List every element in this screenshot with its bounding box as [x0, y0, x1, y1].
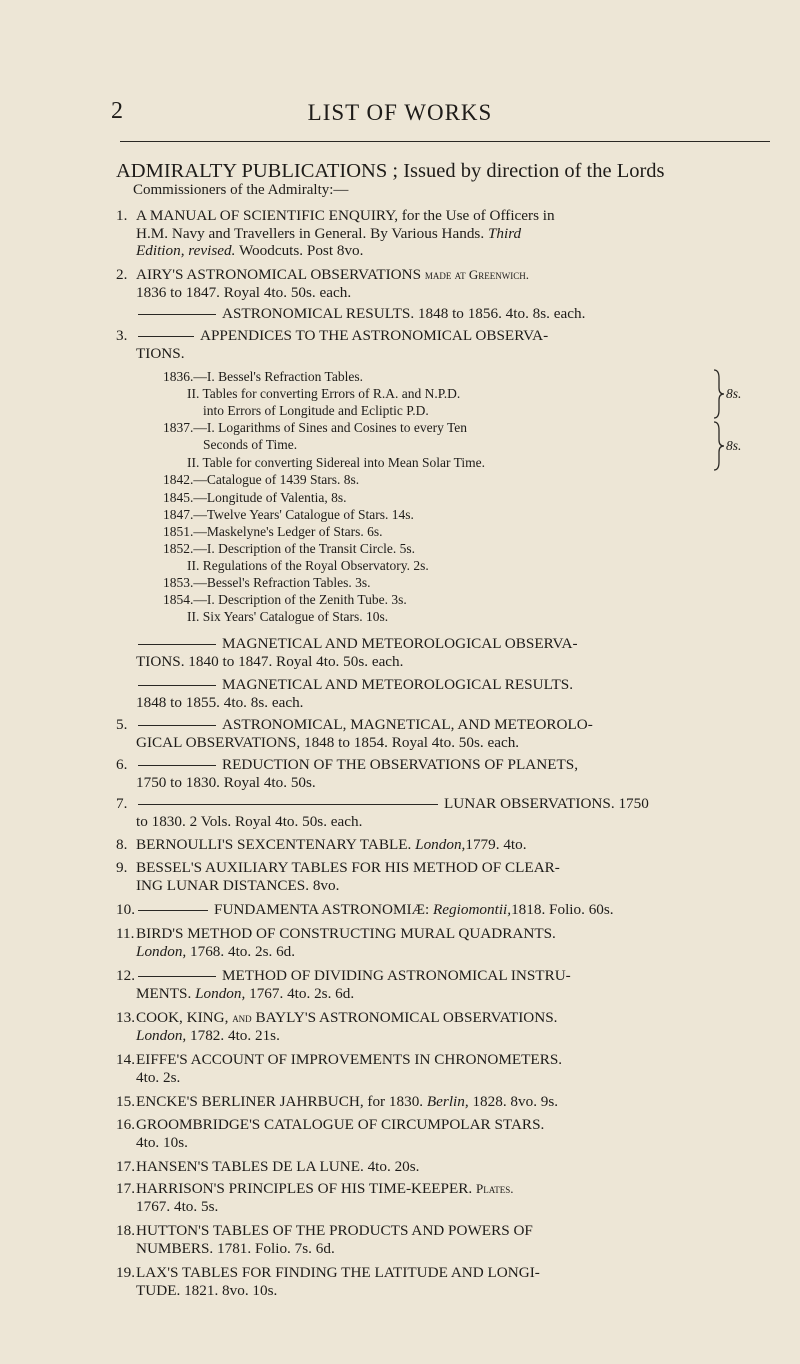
entry-2: 2. AIRY'S ASTRONOMICAL OBSERVATIONS made at Greenwich. 1836 to 1847. Royal 4to. 50s. each. [116, 266, 530, 301]
section-subtitle: Commissioners of the Admiralty:— [133, 182, 349, 198]
entry-1: 1. A MANUAL OF SCIENTIFIC ENQUIRY, for the Use of Officers in H.M. Navy and Travellers in General. By Various Hands. Third Edition, revised. Woodcuts. Post 8vo. [116, 207, 555, 259]
section-title: ADMIRALTY PUBLICATIONS ; Issued by direction of the Lords [116, 160, 665, 182]
entry-3: 3. APPENDICES TO THE ASTRONOMICAL OBSERVA- TIONS. [116, 327, 549, 362]
entry-19: 19. LAX'S TABLES FOR FINDING THE LATITUDE AND LONGI- TUDE. 1821. 8vo. 10s. [116, 1264, 540, 1299]
entry-5: 5. ASTRONOMICAL, MAGNETICAL, AND METEOROLO- GICAL OBSERVATIONS, 1848 to 1854. Royal 4to. 50s. each. [116, 716, 593, 751]
entry-13: 13. COOK, KING, and BAYLY'S ASTRONOMICAL OBSERVATIONS. London, 1782. 4to. 21s. [116, 1009, 558, 1044]
appendix-line: 1837.—I. Logarithms of Sines and Cosines to every Ten [163, 420, 468, 435]
entry-18: 18. HUTTON'S TABLES OF THE PRODUCTS AND POWERS OF NUMBERS. 1781. Folio. 7s. 6d. [116, 1222, 533, 1257]
running-title: LIST OF WORKS [307, 100, 493, 125]
page-number: 2 [111, 98, 123, 124]
appendix-line: II. Regulations of the Royal Observatory. 2s. [187, 558, 429, 573]
entry-12: 12. METHOD OF DIVIDING ASTRONOMICAL INSTRU- MENTS. London, 1767. 4to. 2s. 6d. [116, 967, 571, 1002]
brace-price: 8s. [726, 438, 742, 453]
appendix-line: 1842.—Catalogue of 1439 Stars. 8s. [163, 472, 360, 487]
entry-astronomical-results: ASTRONOMICAL RESULTS. 1848 to 1856. 4to. 8s. each. [116, 305, 776, 323]
entry-11: 11. BIRD'S METHOD OF CONSTRUCTING MURAL QUADRANTS. London, 1768. 4to. 2s. 6d. [116, 925, 556, 960]
appendix-line: 1847.—Twelve Years' Catalogue of Stars. 14s. [163, 507, 414, 522]
appendix-line: into Errors of Longitude and Ecliptic P.D. [203, 403, 429, 418]
appendix-line: 1851.—Maskelyne's Ledger of Stars. 6s. [163, 524, 383, 539]
brace-icon [712, 368, 726, 420]
entry-10: 10. FUNDAMENTA ASTRONOMIÆ: Regiomontii,1818. Folio. 60s. [116, 901, 614, 918]
entry-magnetical-observations: MAGNETICAL AND METEOROLOGICAL OBSERVA- TIONS. 1840 to 1847. Royal 4to. 50s. each. [136, 635, 578, 670]
appendix-line: 1836.—I. Bessel's Refraction Tables. [163, 369, 363, 384]
entry-16: 16. GROOMBRIDGE'S CATALOGUE OF CIRCUMPOLAR STARS. 4to. 10s. [116, 1116, 545, 1151]
entry-17b: 17. HARRISON'S PRINCIPLES OF HIS TIME-KEEPER. Plates. 1767. 4to. 5s. [116, 1180, 514, 1215]
entry-14: 14. EIFFE'S ACCOUNT OF IMPROVEMENTS IN CHRONOMETERS. 4to. 2s. [116, 1051, 563, 1086]
brace-price: 8s. [726, 386, 742, 401]
entry-17a: 17. HANSEN'S TABLES DE LA LUNE. 4to. 20s. [116, 1158, 420, 1175]
appendix-line: 1853.—Bessel's Refraction Tables. 3s. [163, 575, 371, 590]
appendix-line: II. Tables for converting Errors of R.A. and N.P.D. [187, 386, 461, 401]
entry-6: 6. REDUCTION OF THE OBSERVATIONS OF PLANETS, 1750 to 1830. Royal 4to. 50s. [116, 756, 579, 791]
appendix-line: 1845.—Longitude of Valentia, 8s. [163, 490, 347, 505]
brace-icon [712, 420, 726, 472]
entry-15: 15. ENCKE'S BERLINER JAHRBUCH, for 1830. Berlin, 1828. 8vo. 9s. [116, 1093, 559, 1110]
entry-magnetical-results: MAGNETICAL AND METEOROLOGICAL RESULTS. 1848 to 1855. 4to. 8s. each. [136, 676, 573, 711]
appendix-line: II. Six Years' Catalogue of Stars. 10s. [187, 609, 389, 624]
header-rule [120, 141, 770, 142]
entry-7: 7. LUNAR OBSERVATIONS. 1750 to 1830. 2 Vols. Royal 4to. 50s. each. [116, 795, 649, 830]
appendix-line: 1852.—I. Description of the Transit Circle. 5s. [163, 541, 415, 556]
appendix-line: 1854.—I. Description of the Zenith Tube. 3s. [163, 592, 407, 607]
entry-9: 9. BESSEL'S AUXILIARY TABLES FOR HIS METHOD OF CLEAR- ING LUNAR DISTANCES. 8vo. [116, 859, 560, 894]
entry-8: 8. BERNOULLI'S SEXCENTENARY TABLE. London,1779. 4to. [116, 836, 527, 853]
appendix-line: Seconds of Time. [203, 437, 298, 452]
appendix-line: II. Table for converting Sidereal into Mean Solar Time. [187, 455, 485, 470]
